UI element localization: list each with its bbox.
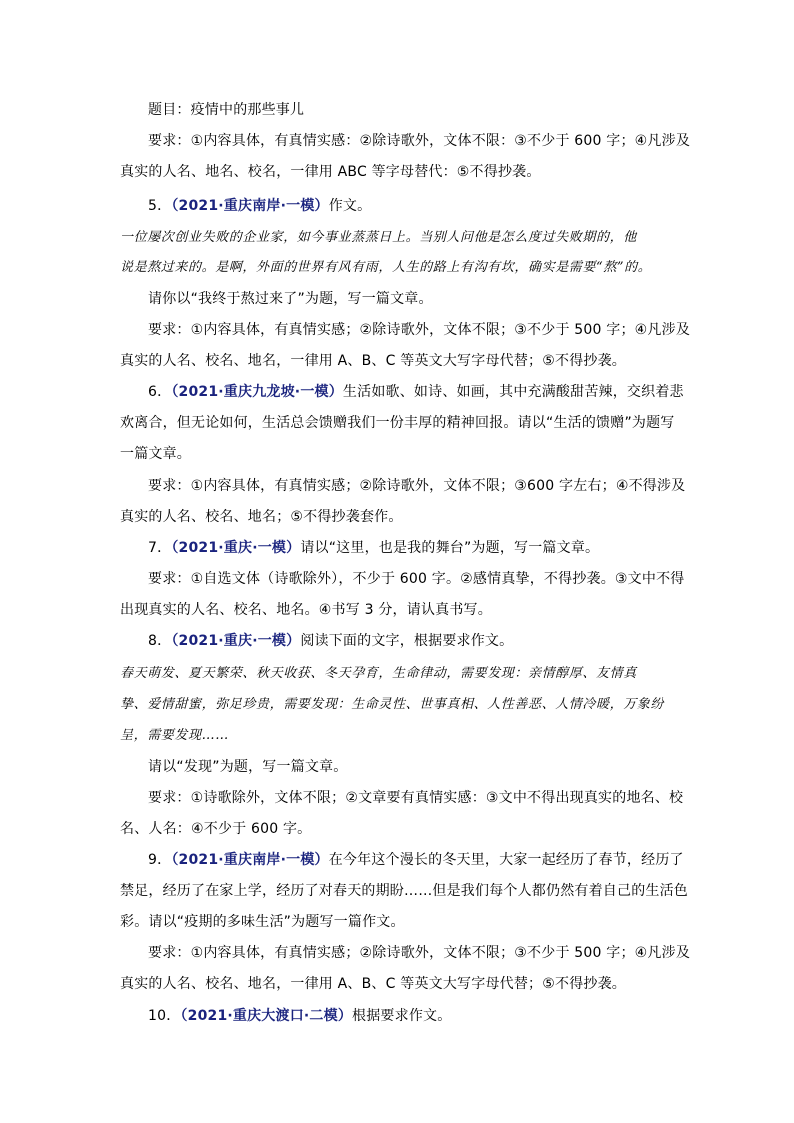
question-heading: [148, 196, 371, 216]
requirements-line: 真实的人名、校名、地名，一律用 A、B、C 等英文大写字母代替；⑤不得抄袭。: [120, 353, 627, 369]
question-number: 6．: [148, 384, 172, 400]
question-heading: [148, 1006, 451, 1026]
question-number: 5．: [148, 198, 172, 214]
question-number: 8．: [148, 633, 172, 649]
question-number: 7．: [148, 540, 172, 556]
essay-title-line: 题目：疫情中的那些事儿: [148, 102, 305, 118]
question-heading: [148, 850, 684, 870]
prompt-line: 一篇文章。: [120, 446, 191, 462]
prompt-line: 禁足，经历了在家上学，经历了对春天的期盼……但是我们每个人都仍然有着自己的生活色: [120, 883, 688, 899]
quoted-material-line: 呈，需要发现……: [120, 728, 229, 743]
quoted-material-line: 挚、爱情甜蜜，弥足珍贵，需要发现：生命灵性、世事真相、人性善恶、人情冷暖，万象纷: [120, 697, 665, 712]
question-prompt: 阅读下面的文字，根据要求作文。: [300, 633, 514, 649]
requirements-line: 要求：①内容具体，有真情实感；②除诗歌外，文体不限；③不少于 500 字；④凡涉及: [148, 322, 691, 338]
requirements-line: 出现真实的人名、校名、地名。④书写 3 分，请认真书写。: [120, 602, 492, 618]
question-source: （2021·重庆九龙坡·一模）: [171, 384, 343, 400]
prompt-line: 彩。请以“疫期的多味生活”为题写一篇作文。: [120, 914, 405, 930]
requirements-line: 要求：①内容具体，有真情实感：②除诗歌外，文体不限：③不少于 600 字；④凡涉及: [148, 133, 691, 149]
requirements-line: 要求：①诗歌除外，文体不限；②文章要有真情实感：③文中不得出现真实的地名、校: [148, 790, 684, 806]
requirements-line: 真实的人名、地名、校名，一律用 ABC 等字母替代：⑤不得抄袭。: [120, 164, 541, 180]
quoted-material-line: 春天萌发、夏天繁荣、秋天收获、冬天孕育，生命律动，需要发现：亲情醇厚、友情真: [120, 666, 637, 681]
requirements-line: 要求：①内容具体，有真情实感；②除诗歌外，文体不限；③不少于 500 字；④凡涉及: [148, 945, 691, 961]
prompt-line: 请以“发现”为题，写一篇文章。: [148, 759, 348, 775]
quoted-material-line: 说是熬过来的。是啊，外面的世界有风有雨，人生的路上有沟有坎，确实是需要“熬”的。: [120, 260, 652, 275]
requirements-line: 名、人名：④不少于 600 字。: [120, 821, 312, 837]
question-prompt: 在今年这个漫长的冬天里，大家一起经历了春节，经历了: [328, 852, 684, 868]
question-prompt: 根据要求作文。: [352, 1008, 452, 1024]
question-number: 9．: [148, 852, 172, 868]
prompt-line: 欢离合，但无论如何，生活总会馈赠我们一份丰厚的精神回报。请以“生活的馈赠”为题写: [120, 415, 675, 431]
requirements-line: 要求：①内容具体，有真情实感；②除诗歌外，文体不限；③600 字左右；④不得涉及: [148, 478, 686, 494]
quoted-material-line: 一位屡次创业失败的企业家，如今事业蒸蒸日上。当别人问他是怎么度过失败期的，他: [120, 230, 637, 245]
prompt-line: 请你以“我终于熬过来了”为题，写一篇文章。: [148, 291, 433, 307]
question-source: （2021·重庆南岸·一模）: [171, 852, 329, 868]
requirements-line: 真实的人名、校名、地名；⑤不得抄袭套作。: [120, 509, 403, 525]
question-source: （2021·重庆南岸·一模）: [171, 198, 329, 214]
question-source: （2021·重庆大渡口·二模）: [180, 1008, 353, 1024]
requirements-line: 真实的人名、校名、地名，一律用 A、B、C 等英文大写字母代替；⑤不得抄袭。: [120, 976, 627, 992]
question-prompt: 作文。: [328, 198, 372, 214]
question-heading: [148, 538, 599, 558]
question-prompt: 生活如歌、如诗、如画，其中充满酸甜苦辣，交织着悲: [342, 384, 684, 400]
requirements-line: 要求：①自选文体（诗歌除外），不少于 600 字。②感情真挚，不得抄袭。③文中不得: [148, 571, 685, 587]
question-number: 10．: [148, 1008, 181, 1024]
question-heading: [148, 631, 513, 651]
question-source: （2021·重庆·一模）: [171, 633, 301, 649]
question-source: （2021·重庆·一模）: [171, 540, 301, 556]
question-heading: [148, 382, 684, 402]
question-prompt: 请以“这里，也是我的舞台”为题，写一篇文章。: [300, 540, 600, 556]
